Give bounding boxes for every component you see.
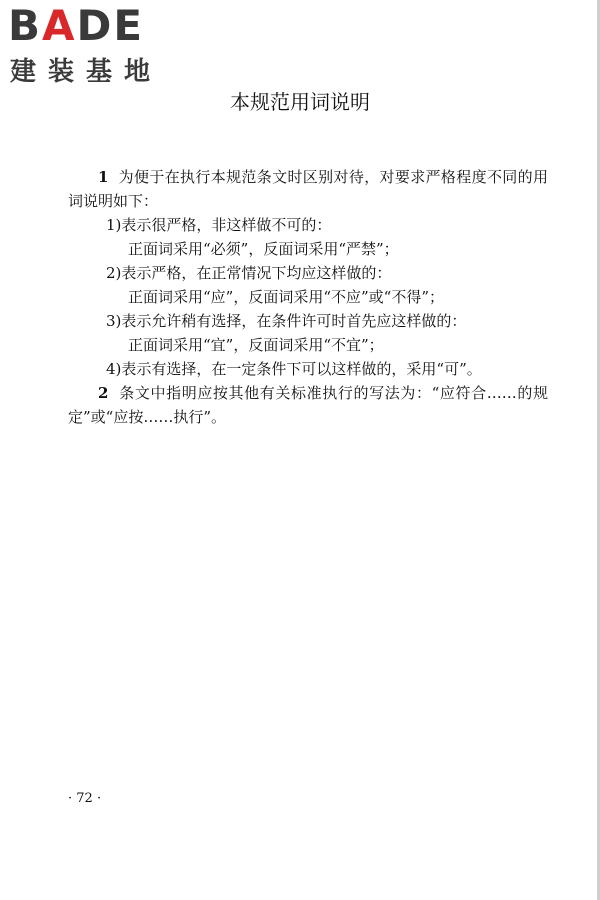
clause-1-number: 1: [98, 168, 109, 186]
item-1-detail: 正面词采用“必须”，反面词采用“严禁”；: [128, 240, 399, 258]
item-2-label: 2)表示严格，在正常情况下均应这样做的：: [106, 264, 392, 282]
item-3-label: 3)表示允许稍有选择，在条件许可时首先应这样做的：: [106, 312, 467, 330]
item-4-label: 4)表示有选择，在一定条件下可以这样做的，采用“可”。: [106, 360, 482, 378]
clause-2-text: 条文中指明应按其他有关标准执行的写法为：“应符合……的规定”或“应按……执行”。: [68, 384, 548, 426]
item-3-detail: 正面词采用“宜”，反面词采用“不宜”；: [128, 336, 384, 354]
clause-2: [68, 381, 548, 429]
logo-wordmark: [8, 2, 144, 50]
document-body: [68, 165, 548, 429]
page-title: 本规范用词说明: [230, 90, 370, 114]
bade-logo: [8, 2, 183, 92]
logo-letter-b: B: [8, 1, 43, 50]
logo-subtitle: 建装基地: [10, 57, 163, 87]
clause-2-number: 2: [98, 384, 109, 402]
item-2-detail: 正面词采用“应”，反面词采用“不应”或“不得”；: [128, 288, 445, 306]
clause-1-text: 为便于在执行本规范条文时区别对待，对要求严格程度不同的用词说明如下：: [68, 168, 548, 210]
item-1-label: 1)表示很严格，非这样做不可的：: [106, 216, 332, 234]
logo-letters-de: DE: [76, 1, 145, 50]
logo-letter-a: A: [42, 1, 77, 50]
clause-1: [68, 165, 548, 213]
page-number: · 72 ·: [68, 791, 102, 806]
